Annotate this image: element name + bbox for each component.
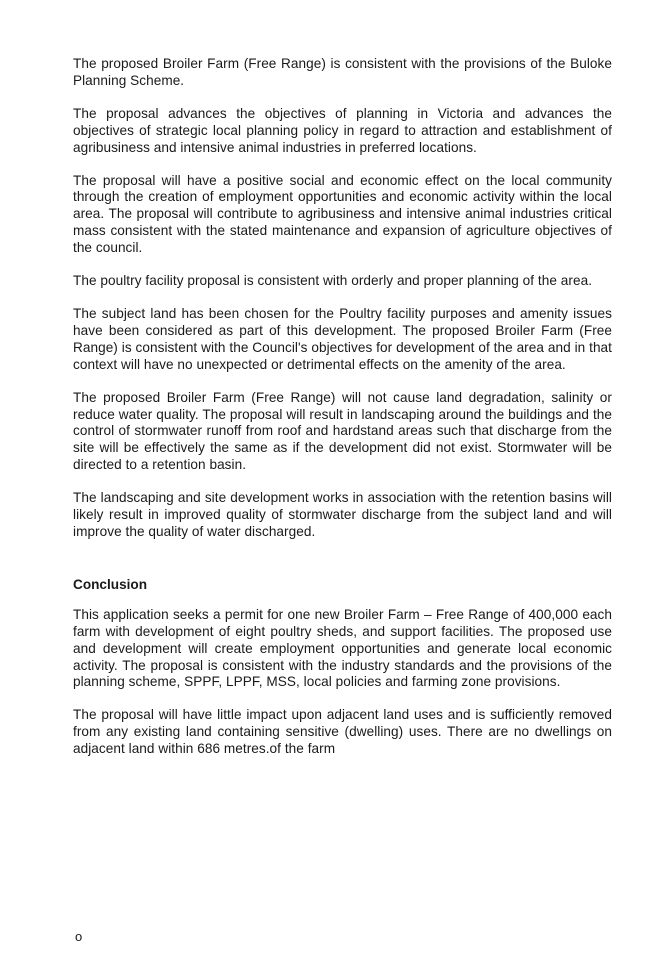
paragraph-land-degradation: The proposed Broiler Farm (Free Range) will not cause land degradation, salinity or reduce water quality. The proposal will result in landscaping around the buildings and the control of stormwater runoff from roof and hardstand areas such that discharge from the site will be effectively the same as if the development did not exist. Stormwater will be directed to a retention basin. [73, 389, 612, 473]
paragraph-amenity: The subject land has been chosen for the Poultry facility purposes and amenity issues have been considered as part of this development. The proposed Broiler Farm (Free Range) is consistent with the Council's objectives for development of the area and in that context will have no unexpected or detrimental effects on the amenity of the area. [73, 305, 612, 372]
paragraph-social-economic-effect: The proposal will have a positive social and economic effect on the local community through the creation of employment opportunities and economic activity within the local area. The proposal will contribute to agribusiness and intensive animal industries critical mass consistent with the stated maintenance and expansion of agriculture objectives of the council. [73, 172, 612, 256]
paragraph-conclusion-impact: The proposal will have little impact upon adjacent land uses and is sufficiently removed from any existing land containing sensitive (dwelling) uses. There are no dwellings on adjacent land within 686 metres.of the farm [73, 707, 612, 757]
paragraph-planning-scheme-consistency: The proposed Broiler Farm (Free Range) is consistent with the provisions of the Buloke Planning Scheme. [73, 56, 612, 88]
paragraph-landscaping: The landscaping and site development works in association with the retention basins will likely result in improved quality of stormwater discharge from the subject land and will improve the quality of water discharged. [73, 490, 612, 539]
paragraph-conclusion-permit: This application seeks a permit for one new Broiler Farm – Free Range of 400,000 each farm with development of eight poultry sheds, and support facilities. The proposed use and development will create employment opportunities and generate local economic activity. The proposal is consistent with the industry standards and the provisions of the planning scheme, SPPF, LPPF, MSS, local policies and farming zone provisions. [73, 606, 612, 690]
conclusion-heading: Conclusion [73, 576, 148, 592]
document-page [73, 56, 612, 774]
paragraph-planning-objectives: The proposal advances the objectives of planning in Victoria and advances the objectives of strategic local planning policy in regard to attraction and establishment of agribusiness and intensive animal industries in preferred locations. [73, 105, 612, 155]
paragraph-orderly-planning: The poultry facility proposal is consistent with orderly and proper planning of the area. [73, 273, 593, 289]
page-number: o [75, 929, 83, 944]
